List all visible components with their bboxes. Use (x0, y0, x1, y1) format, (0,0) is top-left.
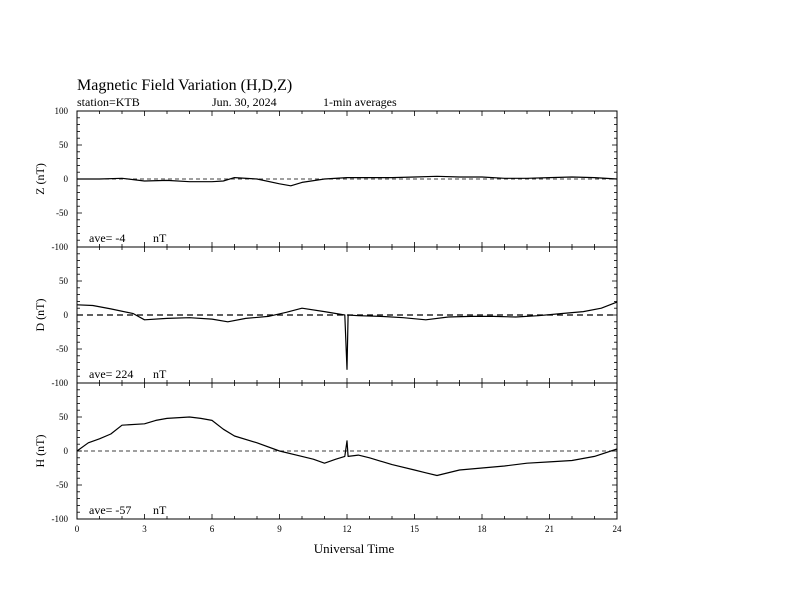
x-axis-label: Universal Time (313, 541, 395, 556)
panel-h (33, 383, 617, 524)
y-tick-label: 50 (59, 276, 68, 286)
y-tick-label: 50 (59, 412, 68, 422)
series-line-h (77, 417, 617, 476)
y-tick-label: 100 (54, 106, 68, 116)
ave-unit: nT (153, 503, 167, 517)
x-tick-label: 12 (342, 524, 352, 534)
ave-label: ave= -57 (89, 503, 132, 517)
panel-d (33, 247, 617, 388)
x-tick-label: 21 (545, 524, 554, 534)
series-line-z (77, 176, 617, 186)
panel-z (33, 106, 617, 252)
averaging-label: 1-min averages (323, 95, 397, 109)
y-tick-label: -50 (56, 480, 68, 490)
ave-label: ave= -4 (89, 231, 126, 245)
chart-title: Magnetic Field Variation (H,D,Z) (77, 77, 293, 94)
ave-unit: nT (153, 367, 167, 381)
x-tick-label: 3 (142, 524, 147, 534)
y-tick-label: 0 (63, 174, 68, 184)
y-axis-label: H (nT) (33, 434, 47, 468)
station-label: station=KTB (77, 95, 140, 109)
x-tick-label: 6 (209, 524, 215, 534)
y-tick-label: 0 (63, 310, 68, 320)
ave-unit: nT (153, 231, 167, 245)
y-axis-label: D (nT) (33, 298, 47, 332)
ave-label: ave= 224 (89, 367, 134, 381)
x-tick-label: 9 (277, 524, 282, 534)
x-tick-label: 0 (74, 524, 80, 534)
y-tick-label: -50 (56, 208, 68, 218)
y-tick-label: 50 (59, 140, 68, 150)
y-tick-label: -100 (51, 378, 68, 388)
x-tick-label: 15 (410, 524, 419, 534)
x-tick-label: 24 (612, 524, 622, 534)
x-tick-label: 18 (477, 524, 487, 534)
date-label: Jun. 30, 2024 (212, 95, 277, 109)
y-tick-label: -100 (51, 514, 68, 524)
y-tick-label: -50 (56, 344, 68, 354)
series-line-d (77, 302, 617, 369)
y-axis-label: Z (nT) (33, 163, 47, 195)
y-tick-label: -100 (51, 242, 68, 252)
y-tick-label: 0 (63, 446, 68, 456)
